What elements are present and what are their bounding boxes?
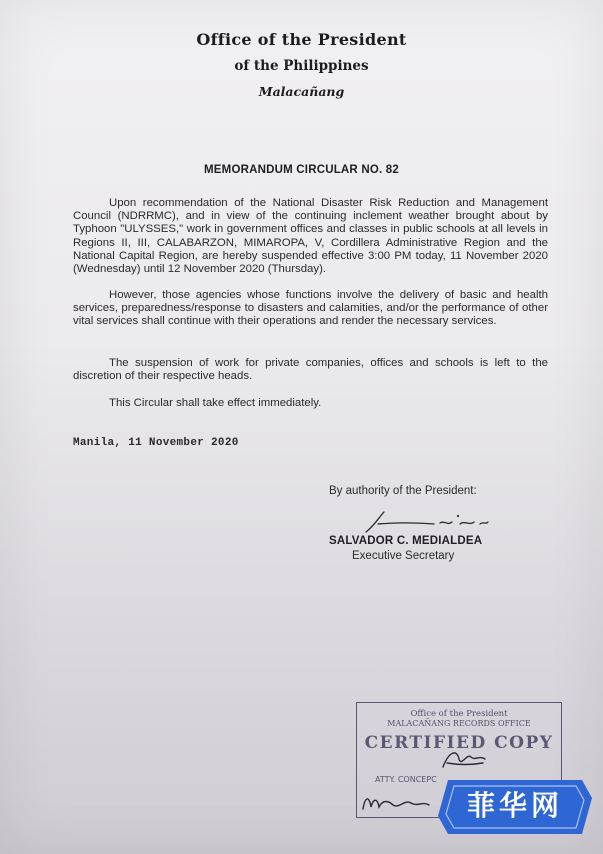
letterhead-palace: Malacañang <box>258 84 345 99</box>
memo-paragraph-1: Upon recommendation of the National Disaster Risk Reduction and Management Council (NDRRMC), and in view of the continuing inclement weather brought about by Typhoon "ULYSSES," work in government offices and classes in public schools at all levels in Regions II, III, CALABARZON, MIMAROPA, V, Cordillera Administrative Region and the National Capital Region, are hereby suspended effective 3:00 PM today, 11 November 2020 (Wednesday) until 12 November 2020 (Thursday). <box>73 197 548 276</box>
signature-icon <box>360 508 490 538</box>
letterhead-office: Office of the President <box>196 30 407 49</box>
memo-paragraph-4: This Circular shall take effect immediately. <box>109 397 322 409</box>
signer-name: SALVADOR C. MEDIALDEA <box>329 535 483 547</box>
stamp-records-office: MALACAÑANG RECORDS OFFICE <box>387 719 531 728</box>
stamp-office: Office of the President <box>410 709 508 719</box>
stamp-attorney: ATTY. CONCEPC <box>375 775 437 784</box>
letterhead-country: of the Philippines <box>234 58 369 74</box>
memo-paragraph-3: The suspension of work for private companies, offices and schools is left to the discretion of their respective heads. <box>73 357 548 383</box>
watermark-text: 菲华网 <box>466 789 563 822</box>
watermark-logo <box>434 772 596 842</box>
place-date: Manila, 11 November 2020 <box>73 437 239 449</box>
stamp-signature-icon <box>439 745 489 775</box>
signer-title: Executive Secretary <box>352 550 455 562</box>
authority-line: By authority of the President: <box>329 485 477 497</box>
memo-paragraph-2: However, those agencies whose functions involve the delivery of basic and health services, preparedness/response to disasters and calamities, and/or the performance of other vital services shall continue with their operations and render the necessary services. <box>73 289 548 328</box>
memo-title: MEMORANDUM CIRCULAR NO. 82 <box>204 164 399 176</box>
stamp-certified-copy: CERTIFIED COPY <box>364 733 554 753</box>
